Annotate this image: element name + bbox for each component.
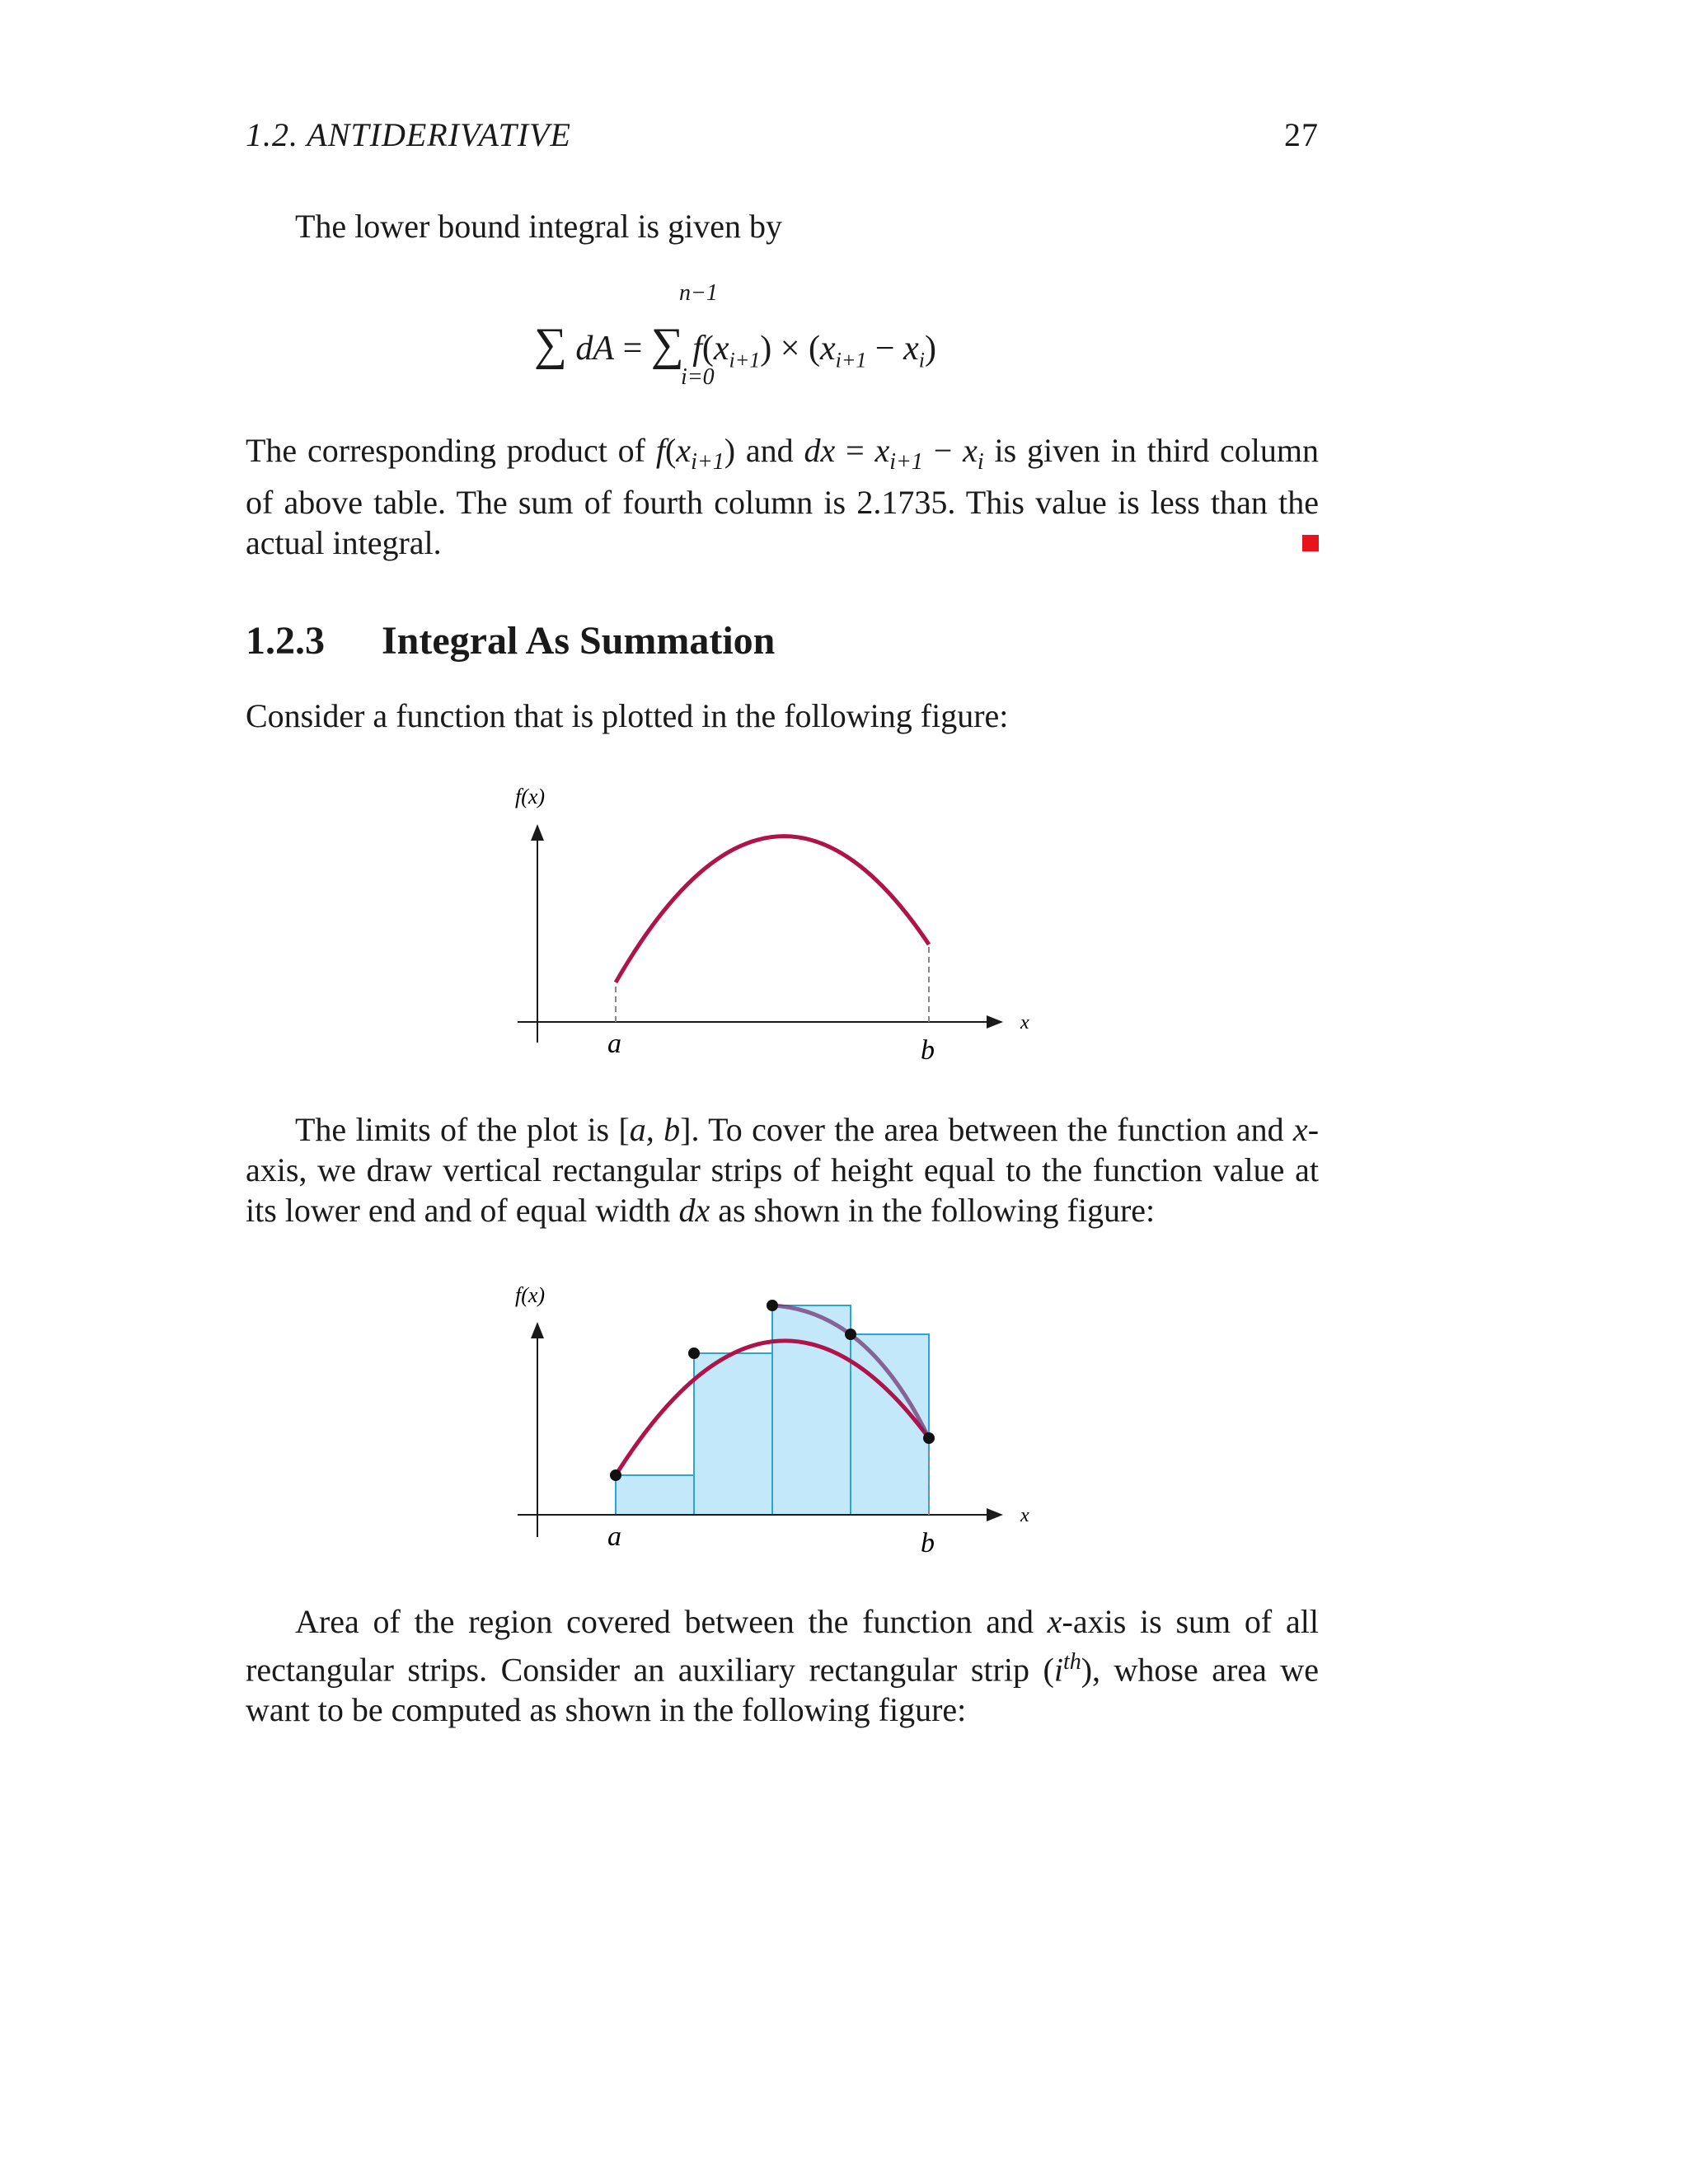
text-run: The corresponding product of (246, 432, 656, 469)
section-number: 1.2.3 (246, 619, 325, 663)
sum-lower-limit: i=0 (681, 364, 715, 390)
math-subscript: i+1 (691, 449, 724, 475)
b-label: b (921, 1035, 935, 1066)
paragraph-product (246, 430, 1319, 563)
text-run: ) and (724, 432, 804, 469)
strip-2 (694, 1353, 772, 1515)
math-run: x (963, 432, 978, 469)
section-title: Integral As Summation (382, 619, 776, 663)
strip-3 (772, 1305, 851, 1515)
page-number: 27 (1284, 116, 1319, 153)
running-head-section: 1.2. ANTIDERIVATIVE (246, 116, 571, 153)
b-label: b (921, 1528, 935, 1558)
y-axis-label: f(x) (515, 1283, 546, 1307)
end-of-proof-square (1302, 535, 1319, 551)
strip-1 (616, 1475, 694, 1515)
section-heading (246, 618, 1319, 676)
text-run: = (835, 432, 875, 469)
paragraph-area (246, 1601, 1319, 1730)
math-run: x (676, 432, 692, 469)
sample-point-2 (688, 1347, 700, 1359)
text-run: -axis is sum of all rectangular strips. Consider an auxiliary rectangular strip ( (246, 1603, 1319, 1689)
math-run: a, b (629, 1111, 681, 1148)
running-head (246, 115, 1319, 165)
sample-point-1 (610, 1469, 621, 1481)
formula-body: ∑ dA = ∑ $f(x_{i+1}) \times (x_{i+1} - x_i)$ (534, 319, 936, 373)
intro-text: The lower bound integral is given by (295, 208, 782, 245)
math-run: dx (678, 1192, 710, 1229)
math-subscript: i+1 (889, 449, 923, 475)
sample-point-5 (923, 1432, 935, 1444)
text-run: Area of the region covered between the function and (295, 1603, 1048, 1640)
function-curve (616, 837, 929, 982)
x-axis-label: x (1020, 1012, 1029, 1033)
math-run: x (1292, 1111, 1308, 1148)
text-run: ( (664, 432, 677, 469)
math-run: f (655, 432, 665, 469)
a-label: a (607, 1029, 621, 1059)
text-run: ]. To cover the area between the function and (680, 1111, 1293, 1148)
x-axis-label: x (1020, 1505, 1029, 1526)
math-run: dx (804, 432, 836, 469)
math-run: x (874, 432, 890, 469)
riemann-strips-figure (495, 1269, 1071, 1574)
y-axis-label: f(x) (515, 785, 546, 808)
sample-point-4 (845, 1329, 856, 1340)
math-subscript: i (977, 449, 984, 475)
paragraph-consider: Consider a function that is plotted in the following figure: (246, 697, 1009, 734)
text-run: as shown in the following figure: (710, 1192, 1156, 1229)
text-run: − (922, 432, 964, 469)
a-label: a (607, 1521, 621, 1552)
paragraph-limits (246, 1109, 1319, 1230)
text-run: ), whose area we want to be computed as shown in the following figure: (246, 1651, 1320, 1729)
math-run: x (1047, 1603, 1062, 1640)
math-superscript: th (1062, 1649, 1081, 1675)
lower-bound-formula (528, 280, 1104, 412)
text-run: -axis, we draw vertical rectangular strips of height equal to the function value at its lower end and of equal width (246, 1111, 1320, 1229)
sum-upper-limit: n−1 (679, 280, 718, 306)
math-run: i (1053, 1651, 1063, 1689)
text-run: The limits of the plot is [ (295, 1111, 630, 1148)
text-run: is given in third column of above table. The sum of fourth column is 2.1735. This value is less than the actual integral. (246, 432, 1320, 561)
sample-point-3 (767, 1300, 778, 1311)
function-plot-figure (495, 775, 1071, 1080)
